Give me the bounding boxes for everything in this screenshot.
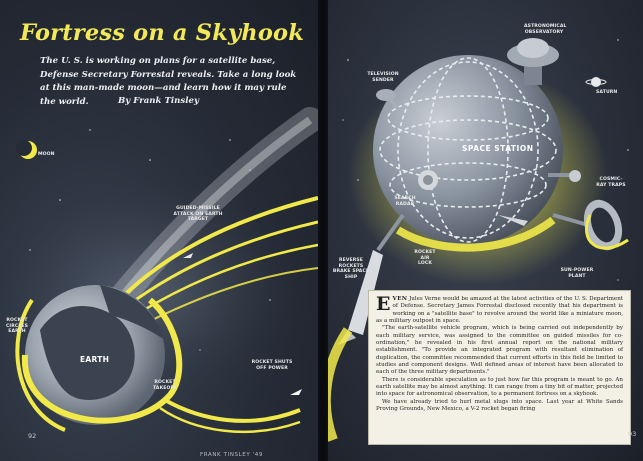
- label-cosmic-ray-traps: COSMIC-RAY TRAPS: [596, 177, 626, 188]
- lead-smallcaps: VEN: [392, 296, 408, 302]
- label-sun-power-plant: SUN-POWER PLANT: [560, 268, 594, 279]
- label-rocket-air-lock: ROCKET AIR LOCK: [414, 250, 436, 267]
- label-missile-attack: GUIDED-MISSILE ATTACK ON EARTH TARGET: [173, 206, 223, 223]
- article-title: Fortress on a Skyhook: [20, 20, 305, 46]
- label-moon: MOON: [38, 152, 55, 157]
- artist-signature: FRANK TINSLEY '49: [200, 452, 263, 458]
- body-paragraph-2: "The earth-satellite vehicle program, which is being carried out independently by each military service, was assigned to the committee on guided missiles for co-ordination," he revealed in his first annual report on the national military establishment. "To provide an integrated program with resultant elimination of duplication, the committee recommended that current efforts in this field be limited to studies and component designs. Well defined areas of interest have been allocated to each of the three military departments.": [376, 325, 623, 376]
- page-gutter: [318, 0, 328, 461]
- label-search-radar: SEARCH RADAR: [394, 196, 416, 207]
- label-space-station: SPACE STATION: [462, 144, 534, 153]
- article-deck: The U. S. is working on plans for a satellite base, Defense Secretary Forrestal reveals. Take a long look at this man-made moon—and learn how it may rule the world.: [40, 56, 297, 107]
- drop-cap: E: [376, 293, 391, 315]
- right-page: [328, 0, 643, 461]
- left-page: [0, 0, 318, 461]
- body-paragraph-3: There is considerable speculation as to just how far this program is meant to go. An earth satellite may be almost anything. It can range from a tiny bit of matter, projected into space for astronomical observation, to a permanent fortress on a skyhook.: [376, 376, 623, 398]
- body-paragraph-1-text: Jules Verne would be amazed at the latest activities of the U. S. Department of Defense. Secretary James Forrestal disclosed recently that his department is working on a "satellite base" to revolve around the world like a miniature moon, as a military outpost in space.: [376, 296, 623, 325]
- right-page-number: 93: [628, 430, 637, 438]
- label-reverse-rockets: REVERSE ROCKETS BRAKE SPACE SHIP: [332, 258, 370, 280]
- label-television-sender: TELEVISION SENDER: [367, 72, 399, 83]
- left-page-number: 92: [28, 432, 37, 440]
- label-rocket-circles: ROCKET CIRCLES EARTH: [5, 318, 29, 335]
- body-paragraph-4: We have already tried to hurl metal slugs into space. Last year at White Sands Proving Grounds, New Mexico, a V-2 rocket began firing: [376, 398, 623, 413]
- label-earth: EARTH: [80, 355, 110, 364]
- article-byline: By Frank Tinsley: [118, 96, 199, 106]
- body-paragraph-1: [376, 293, 623, 325]
- label-astronomical-observatory: ASTRONOMICAL OBSERVATORY: [524, 24, 567, 35]
- label-rocket-shuts-off: ROCKET SHUTS OFF POWER: [251, 360, 293, 371]
- article-body: [368, 290, 631, 445]
- label-rocket-takeoff: ROCKET TAKEOFF: [153, 380, 177, 391]
- label-saturn: SATURN: [596, 90, 618, 95]
